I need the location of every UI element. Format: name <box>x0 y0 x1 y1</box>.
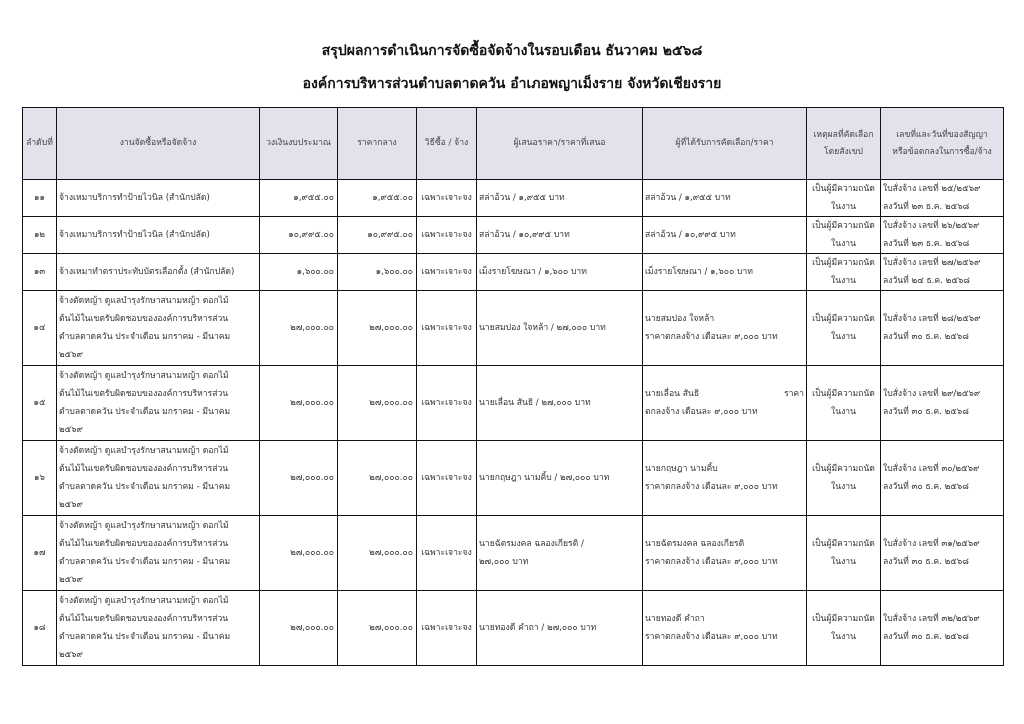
cell-contract <box>881 217 1004 254</box>
cell-bidder <box>477 217 643 254</box>
header-label: ราคากลาง <box>357 138 397 148</box>
cell-method: เฉพาะเจาะจง <box>417 591 477 666</box>
cell-median: ๑๐,๙๙๕.๐๐ <box>338 217 417 254</box>
table-row <box>23 291 1004 366</box>
cell-text: ลงวันที่ ๒๓ ธ.ค. ๒๕๖๘ <box>883 239 970 249</box>
header-no <box>23 108 57 180</box>
cell-bidder <box>477 591 643 666</box>
cell-median: ๑,๖๐๐.๐๐ <box>338 254 417 291</box>
cell-text: เป็นผู้มีความถนัด <box>812 464 875 474</box>
cell-text: สล่าอ้วน / ๑,๙๕๕ บาท <box>645 193 731 203</box>
cell-reason <box>807 441 881 516</box>
cell-text: ต้นไม้ในเขตรับผิดชอบขององค์การบริหารส่วน <box>59 539 229 549</box>
cell-text: ตำบลตาดควัน ประจำเดือน มกราคม - มีนาคม <box>59 632 231 642</box>
table-row <box>23 180 1004 217</box>
cell-text: นายกฤษฎา นามคิ้บ / ๒๗,๐๐๐ บาท <box>479 473 610 483</box>
table-header-row <box>23 108 1004 180</box>
cell-no: ๑๖ <box>23 441 57 516</box>
cell-selected <box>643 180 807 217</box>
cell-no: ๑๘ <box>23 591 57 666</box>
cell-budget: ๒๗,๐๐๐.๐๐ <box>260 591 338 666</box>
cell-selected <box>643 217 807 254</box>
cell-text: จ้างตัดหญ้า ดูแลบำรุงรักษาสนามหญ้า ดอกไม้ <box>59 596 229 606</box>
document-title: สรุปผลการดำเนินการจัดซื้อจัดจ้างในรอบเดือน ธันวาคม ๒๕๖๘ <box>321 43 703 59</box>
table-row <box>23 254 1004 291</box>
cell-text: ในงาน <box>831 239 856 249</box>
cell-budget: ๒๗,๐๐๐.๐๐ <box>260 366 338 441</box>
cell-text: ตำบลตาดควัน ประจำเดือน มกราคม - มีนาคม <box>59 557 231 567</box>
cell-text: นายสมปอง ใจหล้า <box>645 314 715 324</box>
cell-text: เป็นผู้มีความถนัด <box>812 389 875 399</box>
cell-budget: ๑,๖๐๐.๐๐ <box>260 254 338 291</box>
cell-contract <box>881 291 1004 366</box>
cell-method: เฉพาะเจาะจง <box>417 291 477 366</box>
cell-median: ๒๗,๐๐๐.๐๐ <box>338 516 417 591</box>
cell-no: ๑๑ <box>23 180 57 217</box>
header-label: งานจัดซื้อหรือจัดจ้าง <box>119 138 197 148</box>
cell-text: ในงาน <box>831 332 856 342</box>
cell-text: ราคาตกลงจ้าง เดือนละ ๙,๐๐๐ บาท <box>645 482 778 492</box>
cell-text: ตำบลตาดควัน ประจำเดือน มกราคม - มีนาคม <box>59 482 231 492</box>
cell-selected <box>643 366 807 441</box>
cell-text: ใบสั่งจ้าง เลขที่ ๓๑/๒๕๖๙ <box>883 539 980 549</box>
cell-text: ต้นไม้ในเขตรับผิดชอบขององค์การบริหารส่วน <box>59 314 229 324</box>
cell-bidder <box>477 254 643 291</box>
cell-selected <box>643 516 807 591</box>
cell-median: ๒๗,๐๐๐.๐๐ <box>338 366 417 441</box>
cell-reason <box>807 291 881 366</box>
cell-text: ลงวันที่ ๓๐ ธ.ค. ๒๕๖๘ <box>883 632 969 642</box>
cell-reason <box>807 516 881 591</box>
cell-item <box>57 217 260 254</box>
cell-selected <box>643 254 807 291</box>
cell-text: นายกฤษฎา นามคิ้บ <box>645 464 718 474</box>
cell-method: เฉพาะเจาะจง <box>417 217 477 254</box>
header-label: เลขที่และวันที่ของสัญญา <box>896 129 988 140</box>
cell-text: นายฉัตรมงคล ฉลองเกียรติ <box>645 539 745 549</box>
cell-text: นายฉัตรมงคล ฉลองเกียรติ / <box>479 539 584 549</box>
cell-text: เป็นผู้มีความถนัด <box>812 614 875 624</box>
cell-no: ๑๒ <box>23 217 57 254</box>
cell-text: ราคาตกลงจ้าง เดือนละ ๙,๐๐๐ บาท <box>645 632 778 642</box>
cell-method: เฉพาะเจาะจง <box>417 180 477 217</box>
cell-no: ๑๗ <box>23 516 57 591</box>
cell-text: เป็นผู้มีความถนัด <box>812 539 875 549</box>
cell-text: ใบสั่งจ้าง เลขที่ ๒๗/๒๕๖๙ <box>883 258 981 268</box>
cell-text: ใบสั่งจ้าง เลขที่ ๒๕/๒๕๖๙ <box>883 184 981 194</box>
cell-contract <box>881 254 1004 291</box>
cell-no: ๑๔ <box>23 291 57 366</box>
cell-text: เป็นผู้มีความถนัด <box>812 221 875 231</box>
header-method <box>417 108 477 180</box>
cell-text: ๒๕๖๙ <box>59 650 83 660</box>
cell-bidder <box>477 180 643 217</box>
cell-median: ๑,๙๕๕.๐๐ <box>338 180 417 217</box>
cell-text: นายทองดี คำถา <box>645 614 705 624</box>
cell-selected <box>643 441 807 516</box>
cell-median: ๒๗,๐๐๐.๐๐ <box>338 591 417 666</box>
cell-text: จ้างเหมาบริการทำป้ายไวนิล (สำนักปลัด) <box>59 230 210 240</box>
table-row <box>23 591 1004 666</box>
cell-item <box>57 516 260 591</box>
cell-bidder <box>477 366 643 441</box>
cell-text: ราคา <box>783 389 804 399</box>
cell-text: ๒๕๖๙ <box>59 575 83 585</box>
cell-method: เฉพาะเจาะจง <box>417 516 477 591</box>
header-label: ผู้ที่ได้รับการคัดเลือก/ราคา <box>675 138 774 148</box>
cell-item <box>57 180 260 217</box>
cell-budget: ๑,๙๕๕.๐๐ <box>260 180 338 217</box>
cell-reason <box>807 217 881 254</box>
cell-contract <box>881 516 1004 591</box>
cell-text: นายทองดี คำถา / ๒๗,๐๐๐ บาท <box>479 623 597 633</box>
cell-contract <box>881 441 1004 516</box>
cell-item <box>57 441 260 516</box>
cell-text: ใบสั่งจ้าง เลขที่ ๒๘/๒๕๖๙ <box>883 314 981 324</box>
cell-budget: ๒๗,๐๐๐.๐๐ <box>260 516 338 591</box>
header-selected <box>643 108 807 180</box>
cell-text: ๒๕๖๙ <box>59 425 83 435</box>
cell-text: นายเลื่อน สันธิ <box>645 389 700 399</box>
cell-bidder <box>477 516 643 591</box>
header-median <box>338 108 417 180</box>
header-label: ลำดับที่ <box>26 138 53 148</box>
cell-text: เม็งรายโฆษณา / ๑,๖๐๐ บาท <box>645 267 753 277</box>
cell-text: จ้างตัดหญ้า ดูแลบำรุงรักษาสนามหญ้า ดอกไม้ <box>59 446 229 456</box>
header-budget <box>260 108 338 180</box>
cell-text: นายสมปอง ใจหล้า / ๒๗,๐๐๐ บาท <box>479 323 606 333</box>
cell-contract <box>881 180 1004 217</box>
cell-text: ราคาตกลงจ้าง เดือนละ ๙,๐๐๐ บาท <box>645 332 778 342</box>
cell-text: ต้นไม้ในเขตรับผิดชอบขององค์การบริหารส่วน <box>59 464 229 474</box>
header-contract <box>881 108 1004 180</box>
cell-selected <box>643 591 807 666</box>
cell-item <box>57 591 260 666</box>
cell-text: ลงวันที่ ๓๐ ธ.ค. ๒๕๖๘ <box>883 407 969 417</box>
cell-item <box>57 366 260 441</box>
cell-text: สล่าอ้วน / ๑๐,๙๙๕ บาท <box>645 230 736 240</box>
cell-method: เฉพาะเจาะจง <box>417 441 477 516</box>
selected-line <box>645 385 804 403</box>
cell-text: ราคาตกลงจ้าง เดือนละ ๙,๐๐๐ บาท <box>645 557 778 567</box>
cell-text: เม็งรายโฆษณา / ๑,๖๐๐ บาท <box>479 267 587 277</box>
table-row <box>23 366 1004 441</box>
header-label: วงเงินงบประมาณ <box>266 138 331 148</box>
header-label: ผู้เสนอราคา/ราคาที่เสนอ <box>513 138 606 148</box>
cell-text: ๒๗,๐๐๐ บาท <box>479 557 529 567</box>
header-label: โดยสังเขป <box>824 146 863 157</box>
cell-contract <box>881 366 1004 441</box>
cell-text: ต้นไม้ในเขตรับผิดชอบขององค์การบริหารส่วน <box>59 389 229 399</box>
cell-reason <box>807 254 881 291</box>
cell-text: ในงาน <box>831 557 856 567</box>
cell-text: ลงวันที่ ๒๔ ธ.ค. ๒๕๖๘ <box>883 276 970 286</box>
header-bidder <box>477 108 643 180</box>
cell-no: ๑๕ <box>23 366 57 441</box>
cell-text: นายเลื่อน สันธิ / ๒๗,๐๐๐ บาท <box>479 398 591 408</box>
cell-text: ต้นไม้ในเขตรับผิดชอบขององค์การบริหารส่วน <box>59 614 229 624</box>
document-subtitle: องค์การบริหารส่วนตำบลตาดควัน อำเภอพญาเม็งราย จังหวัดเชียงราย <box>302 76 722 92</box>
cell-text: ใบสั่งจ้าง เลขที่ ๓๒/๒๕๖๙ <box>883 614 980 624</box>
cell-text: จ้างตัดหญ้า ดูแลบำรุงรักษาสนามหญ้า ดอกไม้ <box>59 371 229 381</box>
cell-median: ๒๗,๐๐๐.๐๐ <box>338 291 417 366</box>
cell-text: เป็นผู้มีความถนัด <box>812 258 875 268</box>
header-item <box>57 108 260 180</box>
header-label: วิธีซื้อ / จ้าง <box>424 138 469 148</box>
cell-text: ในงาน <box>831 632 856 642</box>
cell-text: เป็นผู้มีความถนัด <box>812 314 875 324</box>
cell-text: ตำบลตาดควัน ประจำเดือน มกราคม - มีนาคม <box>59 407 231 417</box>
cell-bidder <box>477 441 643 516</box>
cell-item <box>57 254 260 291</box>
cell-selected <box>643 291 807 366</box>
cell-text: ในงาน <box>831 276 856 286</box>
cell-reason <box>807 591 881 666</box>
cell-text: เป็นผู้มีความถนัด <box>812 184 875 194</box>
cell-budget: ๑๐,๙๙๕.๐๐ <box>260 217 338 254</box>
cell-text: จ้างเหมาทำตราประทับบัตรเลือกตั้ง (สำนักปลัด) <box>59 267 235 277</box>
cell-text: จ้างตัดหญ้า ดูแลบำรุงรักษาสนามหญ้า ดอกไม้ <box>59 521 229 531</box>
cell-reason <box>807 180 881 217</box>
header-label: เหตุผลที่คัดเลือก <box>813 129 874 140</box>
cell-budget: ๒๗,๐๐๐.๐๐ <box>260 441 338 516</box>
cell-contract <box>881 591 1004 666</box>
cell-text: ใบสั่งจ้าง เลขที่ ๒๖/๒๕๖๙ <box>883 221 980 231</box>
header-reason <box>807 108 881 180</box>
cell-text: ตำบลตาดควัน ประจำเดือน มกราคม - มีนาคม <box>59 332 231 342</box>
header-label: หรือข้อตกลงในการซื้อ/จ้าง <box>892 146 992 157</box>
table-row <box>23 516 1004 591</box>
cell-text: จ้างตัดหญ้า ดูแลบำรุงรักษาสนามหญ้า ดอกไม้ <box>59 296 229 306</box>
cell-reason <box>807 366 881 441</box>
cell-text: ๒๕๖๙ <box>59 350 83 360</box>
table-row <box>23 217 1004 254</box>
cell-text: สล่าอ้วน / ๑,๙๕๕ บาท <box>479 193 565 203</box>
cell-text: ใบสั่งจ้าง เลขที่ ๓๐/๒๕๖๙ <box>883 464 980 474</box>
cell-text: ลงวันที่ ๓๐ ธ.ค. ๒๕๖๘ <box>883 482 969 492</box>
cell-text: ตกลงจ้าง เดือนละ ๙,๐๐๐ บาท <box>645 407 758 417</box>
cell-text: สล่าอ้วน / ๑๐,๙๙๕ บาท <box>479 230 570 240</box>
cell-no: ๑๓ <box>23 254 57 291</box>
cell-method: เฉพาะเจาะจง <box>417 254 477 291</box>
cell-text: ลงวันที่ ๓๐ ธ.ค. ๒๕๖๘ <box>883 557 969 567</box>
cell-text: ลงวันที่ ๓๐ ธ.ค. ๒๕๖๘ <box>883 332 969 342</box>
cell-item <box>57 291 260 366</box>
cell-text: ในงาน <box>831 407 856 417</box>
cell-text: ลงวันที่ ๒๓ ธ.ค. ๒๕๖๘ <box>883 202 970 212</box>
cell-text: ใบสั่งจ้าง เลขที่ ๒๙/๒๕๖๙ <box>883 389 981 399</box>
cell-text: ในงาน <box>831 202 856 212</box>
cell-median: ๒๗,๐๐๐.๐๐ <box>338 441 417 516</box>
cell-text: จ้างเหมาบริการทำป้ายไวนิล (สำนักปลัด) <box>59 193 210 203</box>
cell-bidder <box>477 291 643 366</box>
cell-method: เฉพาะเจาะจง <box>417 366 477 441</box>
table-body <box>23 180 1004 666</box>
cell-text: ในงาน <box>831 482 856 492</box>
cell-budget: ๒๗,๐๐๐.๐๐ <box>260 291 338 366</box>
cell-text: ๒๕๖๙ <box>59 500 83 510</box>
table-row <box>23 441 1004 516</box>
procurement-table <box>22 107 1004 666</box>
